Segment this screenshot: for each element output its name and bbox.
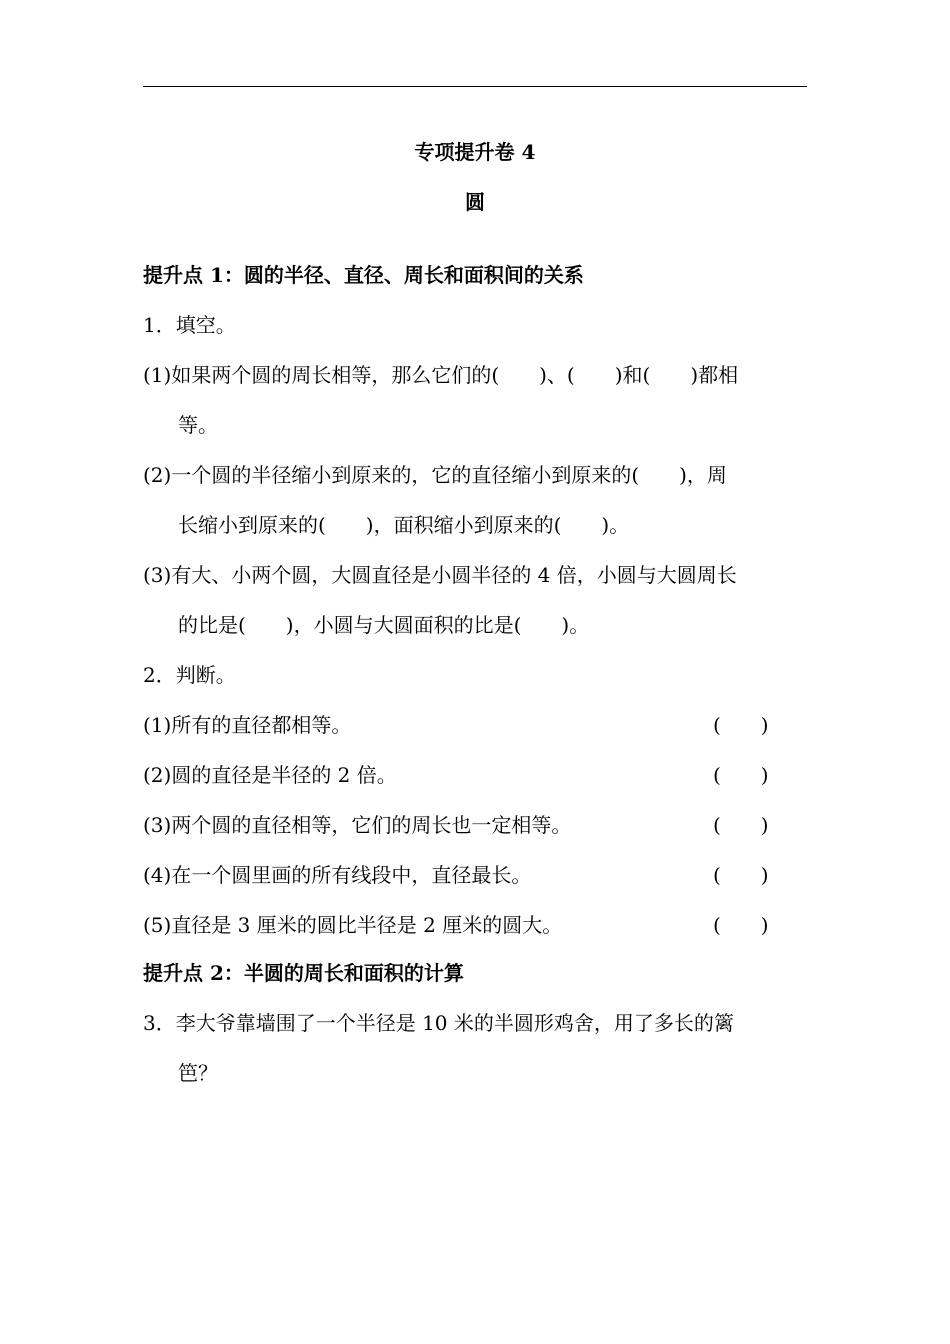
question-2-title: 2．判断。 <box>143 663 236 687</box>
answer-bracket-3: ( ) <box>713 813 769 837</box>
q1-item-1-line-1: (1)如果两个圆的周长相等，那么它们的( )、( )和( )都相 <box>143 363 739 387</box>
question-1-title: 1．填空。 <box>143 313 236 337</box>
page-title: 专项提升卷 4 <box>414 140 536 164</box>
q1-item-3-line-2: 的比是( )，小圆与大圆面积的比是( )。 <box>178 613 590 637</box>
q1-item-3-line-1: (3)有大、小两个圆，大圆直径是小圆半径的 4 倍，小圆与大圆周长 <box>143 563 737 587</box>
judge-item-5: (5)直径是 3 厘米的圆比半径是 2 厘米的圆大。 <box>143 913 563 937</box>
header-rule <box>143 86 807 87</box>
answer-bracket-4: ( ) <box>713 863 769 887</box>
page-subtitle: 圆 <box>465 190 485 214</box>
q1-item-2-line-2: 长缩小到原来的( )，面积缩小到原来的( )。 <box>178 513 630 537</box>
q1-item-1-line-2: 等。 <box>178 413 218 437</box>
judge-item-2: (2)圆的直径是半径的 2 倍。 <box>143 763 397 787</box>
judge-item-4: (4)在一个圆里画的所有线段中，直径最长。 <box>143 863 532 887</box>
question-3-line-1: 3．李大爷靠墙围了一个半径是 10 米的半圆形鸡舍，用了多长的篱 <box>143 1011 734 1035</box>
answer-bracket-2: ( ) <box>713 763 769 787</box>
judge-item-3: (3)两个圆的直径相等，它们的周长也一定相等。 <box>143 813 572 837</box>
question-3-line-2: 笆？ <box>178 1061 218 1085</box>
judge-item-1: (1)所有的直径都相等。 <box>143 713 352 737</box>
answer-bracket-1: ( ) <box>713 713 769 737</box>
answer-bracket-5: ( ) <box>713 913 769 937</box>
section-1-heading: 提升点 1：圆的半径、直径、周长和面积间的关系 <box>143 263 584 287</box>
q1-item-2-line-1: (2)一个圆的半径缩小到原来的，它的直径缩小到原来的( )，周 <box>143 463 727 487</box>
section-2-heading: 提升点 2：半圆的周长和面积的计算 <box>143 961 464 985</box>
